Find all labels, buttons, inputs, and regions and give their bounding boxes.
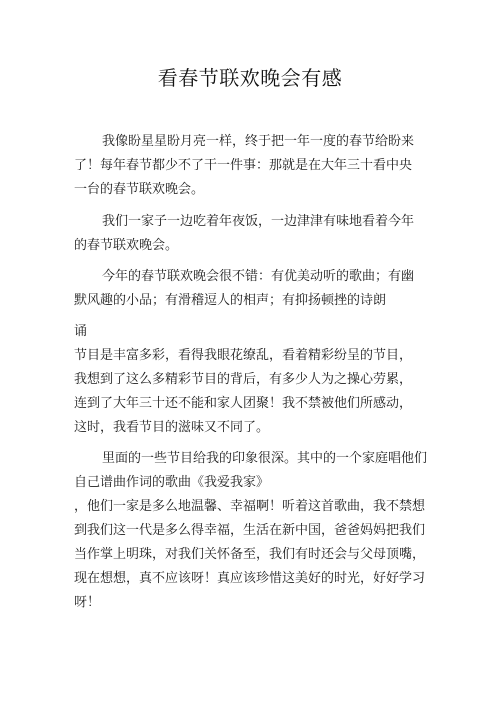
paragraph-line: 里面的一些节目给我的印象很深。其中的一个家庭唱他们 [102,451,428,466]
paragraph-line: 我像盼星星盼月亮一样，终于把一年一度的春节给盼来 [102,134,415,149]
paragraph-line: 当作掌上明珠，对我们关怀备至，我们有时还会与父母顶嘴， [74,547,426,562]
paragraph-line: ，他们一家是多么地温馨、幸福啊！听着这首歌曲，我不禁想 [74,499,426,514]
paragraph-line: 自己谱曲作词的歌曲《我爱我家》 [74,475,270,490]
paragraph-line: 呀！ [74,595,101,610]
paragraph-line: 了！每年春节都少不了干一件事：那就是在大年三十看中央 [74,158,413,173]
paragraph-line: 现在想想，真不应该呀！真应该珍惜这美好的时光，好好学习 [74,571,426,586]
paragraph-line: 诵 [74,324,88,339]
paragraph-line: 连到了大年三十还不能和家人团聚！我不禁被他们所感动， [74,396,413,411]
paragraph-line: 我想到了这么多精彩节目的背后，有多少人为之操心劳累， [74,372,413,387]
paragraph-line: 默风趣的小品；有滑稽逗人的相声；有抑扬顿挫的诗朗 [74,293,387,308]
page-title: 看春节联欢晚会有感 [157,66,343,90]
paragraph-line: 到我们这一代是多么得幸福，生活在新中国，爸爸妈妈把我们 [74,523,426,538]
paragraph-line: 这时，我看节目的滋味又不同了。 [74,420,270,435]
paragraph-line: 今年的春节联欢晚会很不错：有优美动听的歌曲；有幽 [102,269,415,284]
paragraph-line: 的春节联欢晚会。 [74,238,179,253]
paragraph-line: 一台的春节联欢晚会。 [74,182,205,197]
paragraph-line: 节目是丰富多彩，看得我眼花缭乱，看着精彩纷呈的节目， [74,348,413,363]
paragraph-line: 我们一家子一边吃着年夜饭，一边津津有味地看着今年 [102,214,415,229]
